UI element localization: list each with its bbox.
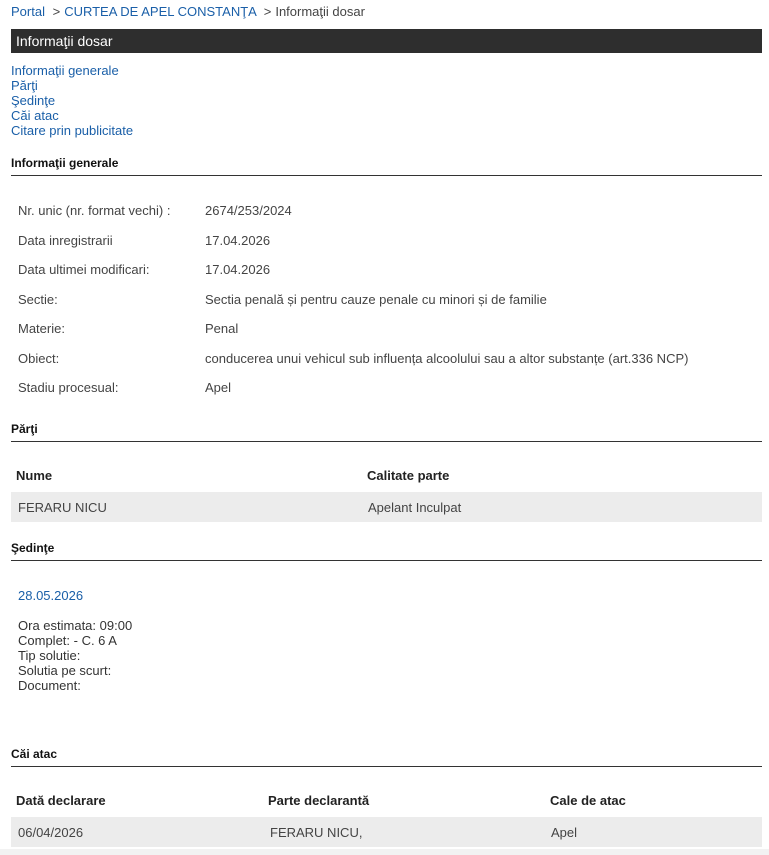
page-bottom-edge [0,849,769,855]
breadcrumb [11,4,365,19]
section-heading-text: Căi atac [11,747,58,761]
table-row [11,492,762,522]
info-label: Nr. unic (nr. format vechi) : [18,203,171,218]
nav-link-sedinte[interactable]: Şedinţe [11,93,56,108]
info-label: Data ultimei modificari: [18,262,150,277]
info-label: Materie: [18,321,65,336]
hearing-details [18,618,132,693]
appeal-date-cell: 06/04/2026 [18,825,84,840]
column-header-party-role: Calitate parte [367,468,450,483]
hearing-document: Document: [18,678,81,693]
info-value: Apel [205,380,232,395]
nav-link-cai-atac[interactable]: Căi atac [11,108,59,123]
info-value: Sectia penală și pentru cauze penale cu minori și de familie [205,291,547,307]
hearing-solution-type: Tip solutie: [18,648,81,663]
column-header-declaration-date: Dată declarare [16,793,106,808]
hearing-panel: Complet: - C. 6 A [18,633,117,648]
breadcrumb-separator: > [52,4,61,19]
appeal-type-cell: Apel [551,825,578,840]
section-heading-general-info [11,156,762,176]
column-header-declaring-party: Parte declarantă [268,793,370,808]
info-label: Data inregistrarii [18,232,113,248]
hearing-date: 28.05.2026 [18,588,84,603]
section-nav [11,63,133,138]
breadcrumb-separator: > [263,4,272,19]
info-value: 17.04.2026 [205,262,271,277]
nav-link-informatii-generale[interactable]: Informaţii generale [11,63,119,78]
section-heading-hearings [11,541,762,561]
info-value: 17.04.2026 [205,232,271,248]
appeal-party-cell: FERARU NICU, [270,825,363,840]
page-title-bar [11,29,762,53]
info-value: 2674/253/2024 [205,203,292,218]
info-value: Penal [205,321,239,336]
section-heading-text: Părţi [11,422,38,436]
breadcrumb-current: Informaţii dosar [275,4,365,19]
party-name-cell: FERARU NICU [18,500,107,515]
section-heading-text: Informaţii generale [11,156,119,170]
info-label: Stadiu procesual: [18,380,119,395]
section-heading-parties [11,422,762,442]
info-label: Sectie: [18,291,58,307]
breadcrumb-court-link[interactable]: CURTEA DE APEL CONSTANŢA [64,4,257,19]
nav-link-citare-prin-publicitate[interactable]: Citare prin publicitate [11,123,134,138]
party-role-cell: Apelant Inculpat [368,500,462,515]
hearing-solution-summary: Solutia pe scurt: [18,663,112,678]
column-header-appeal-type: Cale de atac [550,793,626,808]
column-header-name: Nume [16,468,53,483]
info-label: Obiect: [18,350,60,366]
nav-link-parti[interactable]: Părţi [11,78,38,93]
hearing-estimated-time: Ora estimata: 09:00 [18,618,133,633]
page-title: Informaţii dosar [16,33,113,49]
table-row [11,817,762,847]
breadcrumb-portal-link[interactable]: Portal [11,4,45,19]
section-heading-appeals [11,747,762,767]
section-heading-text: Şedinţe [11,541,55,555]
info-value: conducerea unui vehicul sub influența alcoolului sau a altor substanțe (art.336 NCP) [205,350,689,366]
